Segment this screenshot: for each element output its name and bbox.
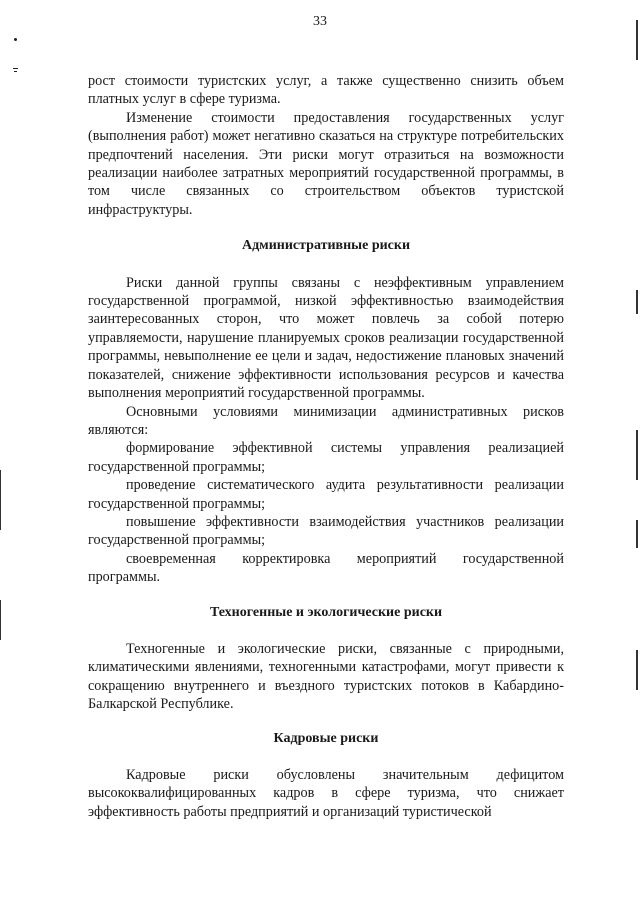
list-item: своевременная корректировка мероприятий государственной программы.: [88, 550, 564, 586]
page-number: 33: [313, 14, 327, 29]
scan-edge-line: [636, 520, 638, 548]
list-item: повышение эффективности взаимодействия участников реализации государственной программы;: [88, 513, 564, 549]
list-item: формирование эффективной системы управления реализацией государственной программы;: [88, 440, 564, 475]
scan-edge-line: [636, 20, 638, 60]
scan-edge-line: [636, 290, 638, 314]
scan-edge-line: [0, 470, 1, 530]
paragraph: Риски данной группы связаны с неэффективным управлением государственной программой, низкой эффективностью взаимодействия заинтересованных сторон, что может повлечь за собой потерю управляемости, нарушение планируемых сроков реализации государственной программы, невыполнение ее цели и задач, недостижение плановых значений показателей, снижение эффективности использования ресурсов и качества выполнения мероприятий государственной программы.: [88, 274, 564, 402]
paragraph: Кадровые риски обусловлены значительным дефицитом высококвалифицированных кадров в сфере туризма, что снижает эффективность работы предприятий и организаций туристической: [88, 767, 564, 820]
scan-edge-line: [636, 650, 638, 690]
scan-edge-line: [0, 600, 1, 640]
document-body: [88, 72, 564, 821]
section-heading-technogenic: Техногенные и экологические риски: [209, 604, 443, 620]
scan-mark: [13, 68, 18, 69]
paragraph: Изменение стоимости предоставления государственных услуг (выполнения работ) может негативно сказаться на структуре потребительских предпочтений населения. Эти риски могут отразиться на возможности реализации наиболее затратных мероприятий государственной программы, в том числе связанных со строительством объектов туристской инфраструктуры.: [88, 109, 564, 218]
paragraph: Основными условиями минимизации административных рисков являются:: [88, 403, 564, 438]
list-item: проведение систематического аудита результативности реализации государственной программы;: [88, 477, 564, 512]
scan-mark: [14, 38, 17, 41]
section-heading-staff: Кадровые риски: [273, 730, 379, 746]
scan-edge-line: [636, 430, 638, 480]
scan-mark: [14, 71, 17, 72]
paragraph: Техногенные и экологические риски, связанные с природными, климатическими явлениями, техногенными катастрофами, могут привести к сокращению внутреннего и въездного туристских потоков в Кабардино-Балкарской Республике.: [88, 640, 564, 713]
paragraph: рост стоимости туристских услуг, а также существенно снизить объем платных услуг в сфере туризма.: [88, 73, 564, 108]
section-heading-administrative: Административные риски: [241, 238, 411, 254]
